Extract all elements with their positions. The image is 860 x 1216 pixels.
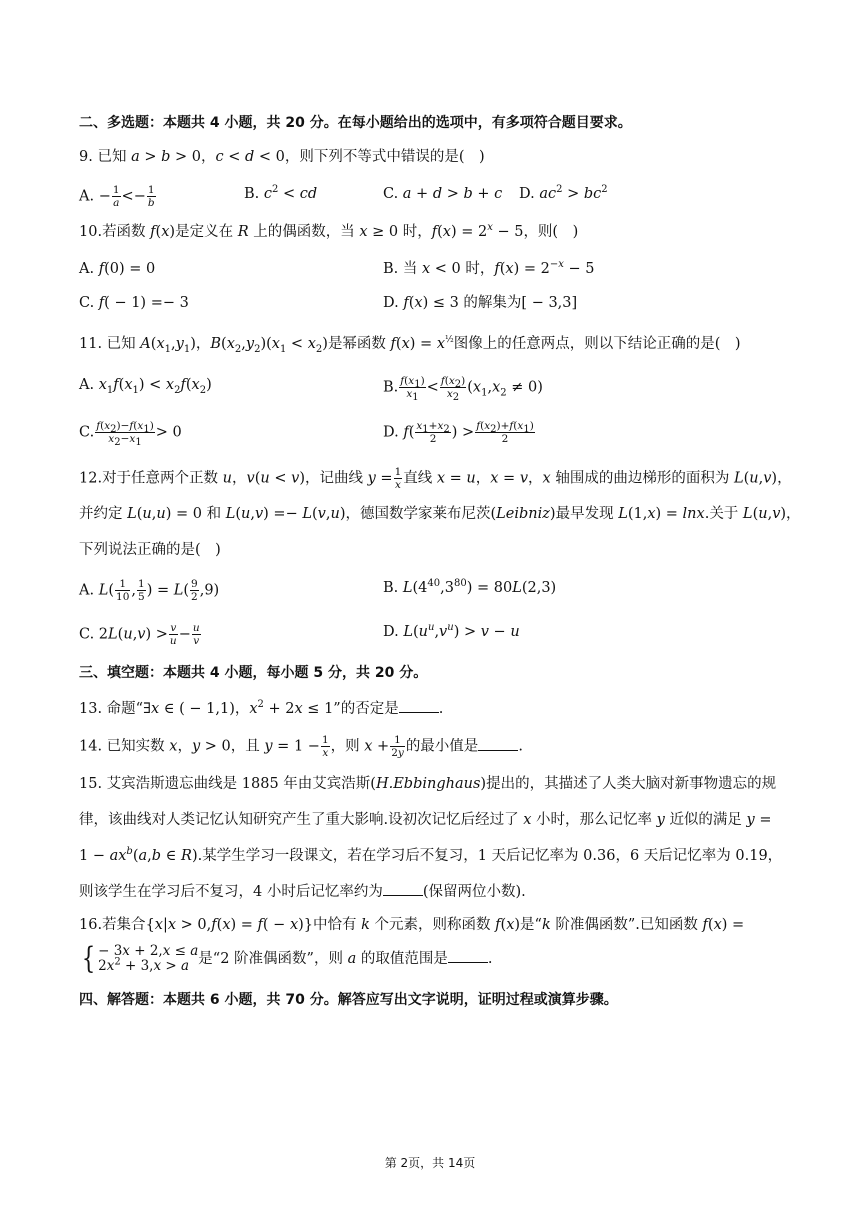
question-14: 14. 已知实数 x，y > 0，且 y = 1 − $\frac{1}{x}$ ，则 x + $\frac{1}{2y}$ 的最小值是 . [79,734,523,759]
question-15-line-2: 律，该曲线对人类记忆认知研究产生了重大影响.设初次记忆后经过了 x 小时，那么记忆率 y 近似的满足 y = [79,812,772,828]
question-12-stem-line-2: 并约定 L(u,u) = 0 和 L(u,v) =− L(v,u)，德国数学家莱布尼茨(Leibniz)最早发现 L(1,x) = lnx.关于 L(u,v)， [79,506,801,522]
question-11-stem: 11. 已知 $A(x_1,y_1)$，$B(x_2,y_2)(x_1 < x_2)$是幂函数 $f(x) = x^{\frac{1}{2}}$图像上的任意两点，则以下结论正确的是( ) [79,335,741,355]
question-12-option-d: D. $L(u^u,v^u) > v - u$ [383,622,520,640]
answer-blank[interactable] [478,736,518,751]
answer-blank[interactable] [399,698,439,713]
question-11-option-d: D. f( $\frac{x_1+x_2}{2}$ ) > $\frac{f(x_2)+f(x_1)}{2}$ [383,420,534,445]
answer-blank[interactable] [448,948,488,963]
question-10-option-c: C. f( − 1) =− 3 [79,295,189,311]
question-10-option-a: A. f(0) = 0 [79,261,156,277]
section-header-answer: 四、解答题：本题共 6 小题，共 70 分。解答应写出文字说明，证明过程或演算步骤。 [79,992,618,1008]
question-10-option-d: D. f(x) ≤ 3 的解集为[ − 3,3] [383,295,578,311]
question-11-option-a: A. $x_1f(x_1) < x_2f(x_2)$ [79,377,212,396]
question-16-line-2: { − 3x + 2,x ≤ a $2x^2 + 3,x > a$ 是“2 阶准偶函数”，则 a 的取值范围是 . [81,941,493,976]
question-15-line-1: 15. 艾宾浩斯遗忘曲线是 1885 年由艾宾浩斯(H.Ebbinghaus)提出的，其描述了人类大脑对新事物遗忘的规 [79,776,777,792]
question-9-option-a: A. − $\frac{1}{a}$ <− $\frac{1}{b}$ [79,184,155,209]
question-12-stem-line-3: 下列说法正确的是( ) [79,542,221,558]
question-12-stem-line-1: 12.对于任意两个正数 u，v(u < v)，记曲线 y = $\frac{1}{x}$ 直线 x = u，x = v，x 轴围成的曲边梯形的面积为 L(u,v)， [79,466,792,491]
answer-blank[interactable] [383,881,423,896]
question-11-option-c: C. $\frac{f(x_2)-f(x_1)}{x_2-x_1}$ > 0 [79,420,182,449]
page-footer: 第 2页，共 14页 [384,1156,476,1170]
section-header-multi-choice: 二、多选题：本题共 4 小题，共 20 分。在每小题给出的选项中，有多项符合题目要求。 [79,115,632,131]
question-13: 13. 命题“∃x ∈ ( − 1,1)，$x^2 + 2x \le 1$”的否定是 . [79,699,444,717]
question-10-option-b: B. 当 x < 0 时，$f(x) = 2^{-x} - 5$ [383,259,595,277]
question-12-option-a: A. L( $\frac{1}{10}$ , $\frac{1}{5}$ ) = L( $\frac{9}{2}$ ,9) [79,578,220,603]
question-10-stem: 10.若函数 f(x)是定义在 R 上的偶函数，当 x ≥ 0 时，$f(x) = 2^x - 5$，则( ) [79,222,579,240]
question-16-line-1: 16.若集合{x|x > 0,f(x) = f( − x)}中恰有 k 个元素，则称函数 f(x)是“k 阶准偶函数”.已知函数 f(x) = [79,917,745,933]
question-12-option-b: B. $L(4^{40},3^{80}) = 80L(2,3)$ [383,578,557,596]
section-header-fill-blank: 三、填空题：本题共 4 小题，每小题 5 分，共 20 分。 [79,665,428,681]
question-15-line-4: 则该学生在学习后不复习，4 小时后记忆率约为 (保留两位小数). [79,881,526,902]
question-9-stem: 9. 已知 a > b > 0，c < d < 0，则下列不等式中错误的是( ) [79,149,485,165]
question-9-option-d: D. $ac^2 > bc^2$ [519,184,608,202]
question-12-option-c: C. 2L(u,v) > $\frac{v}{u}$ − $\frac{u}{v}$ [79,622,200,647]
question-9-option-c: C. a + d > b + c [383,186,503,202]
question-9-option-b: B. $c^2$ < cd [244,184,318,202]
question-15-line-3: $1 - ax^b(a,b$ ∈ R).某学生学习一段课文，若在学习后不复习，1 天后记忆率为 0.36，6 天后记忆率为 0.19， [79,846,783,864]
question-11-option-b: B. $\frac{f(x_1)}{x_1}$ < $\frac{f(x_2)}{x_2}$ $(x_1,x_2 \ne 0)$ [383,375,543,404]
